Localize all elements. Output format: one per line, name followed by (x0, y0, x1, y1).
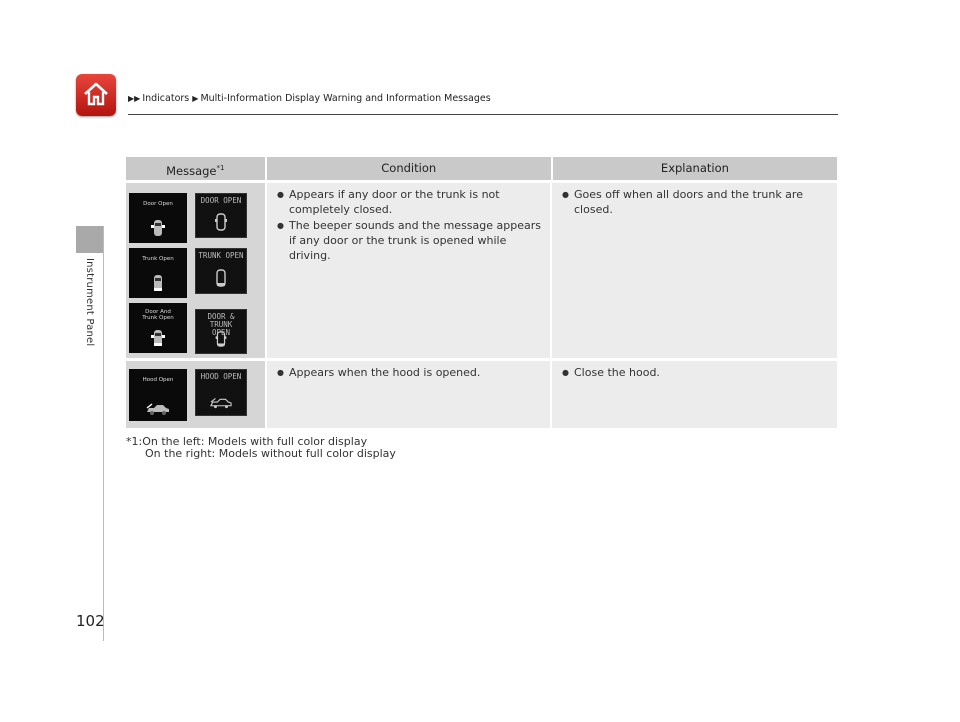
breadcrumb-current: Multi-Information Display Warning and Information Messages (200, 93, 491, 104)
color-display-hood-open (129, 369, 187, 421)
list-item: ● Goes off when all doors and the trunk are closed. (562, 187, 829, 217)
condition-cell (265, 361, 550, 428)
list-item: ● The beeper sounds and the message appears if any door or the trunk is opened while driving. (277, 218, 544, 263)
list-item: ● Appears when the hood is opened. (277, 365, 544, 380)
home-button[interactable] (76, 74, 116, 116)
car-top-icon (151, 274, 165, 292)
header-explanation: Explanation (551, 157, 837, 180)
footnote-line-1: *1:On the left: Models with full color display (126, 435, 368, 448)
header-message (126, 157, 265, 180)
breadcrumb-indicators[interactable]: Indicators (142, 93, 190, 104)
color-display-door-open (129, 193, 187, 243)
display-label: DOOR OPEN (200, 196, 242, 205)
message-images (126, 183, 265, 358)
mono-display-door-open (195, 193, 247, 238)
breadcrumb-arrow-icon: ▶▶ (128, 94, 141, 103)
header-condition: Condition (265, 157, 551, 180)
color-display-door-trunk-open (129, 303, 187, 353)
car-side-icon (210, 397, 232, 409)
mono-display-trunk-open (195, 248, 247, 293)
car-side-icon (146, 403, 170, 415)
footnote (126, 436, 396, 460)
car-top-icon (151, 219, 165, 237)
display-label: Hood Open (142, 377, 174, 383)
page-number: 102 (76, 612, 105, 630)
section-label: Instrument Panel (84, 258, 95, 347)
footnote-line-2: On the right: Models without full color display (145, 447, 396, 460)
explanation-cell (550, 183, 835, 358)
sidebar-tab (76, 226, 104, 253)
color-display-trunk-open (129, 248, 187, 298)
home-icon (82, 80, 110, 108)
car-top-icon (151, 329, 165, 347)
display-label: HOOD OPEN (200, 372, 242, 381)
display-label: DOOR & TRUNK OPEN (207, 311, 235, 337)
table-header (126, 157, 837, 180)
car-top-icon (215, 269, 227, 287)
car-top-icon (215, 331, 227, 347)
display-label: Trunk Open (142, 256, 174, 262)
condition-cell (265, 183, 550, 358)
messages-table (126, 157, 837, 428)
display-label: Door And Trunk Open (142, 309, 174, 321)
footnote-ref: *1 (216, 164, 225, 172)
table-row (126, 361, 837, 428)
list-item: ● Appears if any door or the trunk is not completely closed. (277, 187, 544, 217)
mono-display-door-trunk-open (195, 309, 247, 354)
breadcrumb (128, 93, 491, 104)
explanation-cell (550, 361, 835, 428)
message-images (126, 361, 265, 428)
car-top-icon (215, 213, 227, 231)
display-label: Door Open (143, 201, 173, 207)
mono-display-hood-open (195, 369, 247, 416)
sidebar-divider (103, 226, 104, 641)
header-rule (128, 114, 838, 115)
list-item: ● Close the hood. (562, 365, 829, 380)
header-message-label: Message (166, 163, 217, 178)
breadcrumb-arrow-icon: ▶ (192, 94, 199, 103)
display-label: TRUNK OPEN (198, 251, 244, 261)
table-row (126, 183, 837, 358)
